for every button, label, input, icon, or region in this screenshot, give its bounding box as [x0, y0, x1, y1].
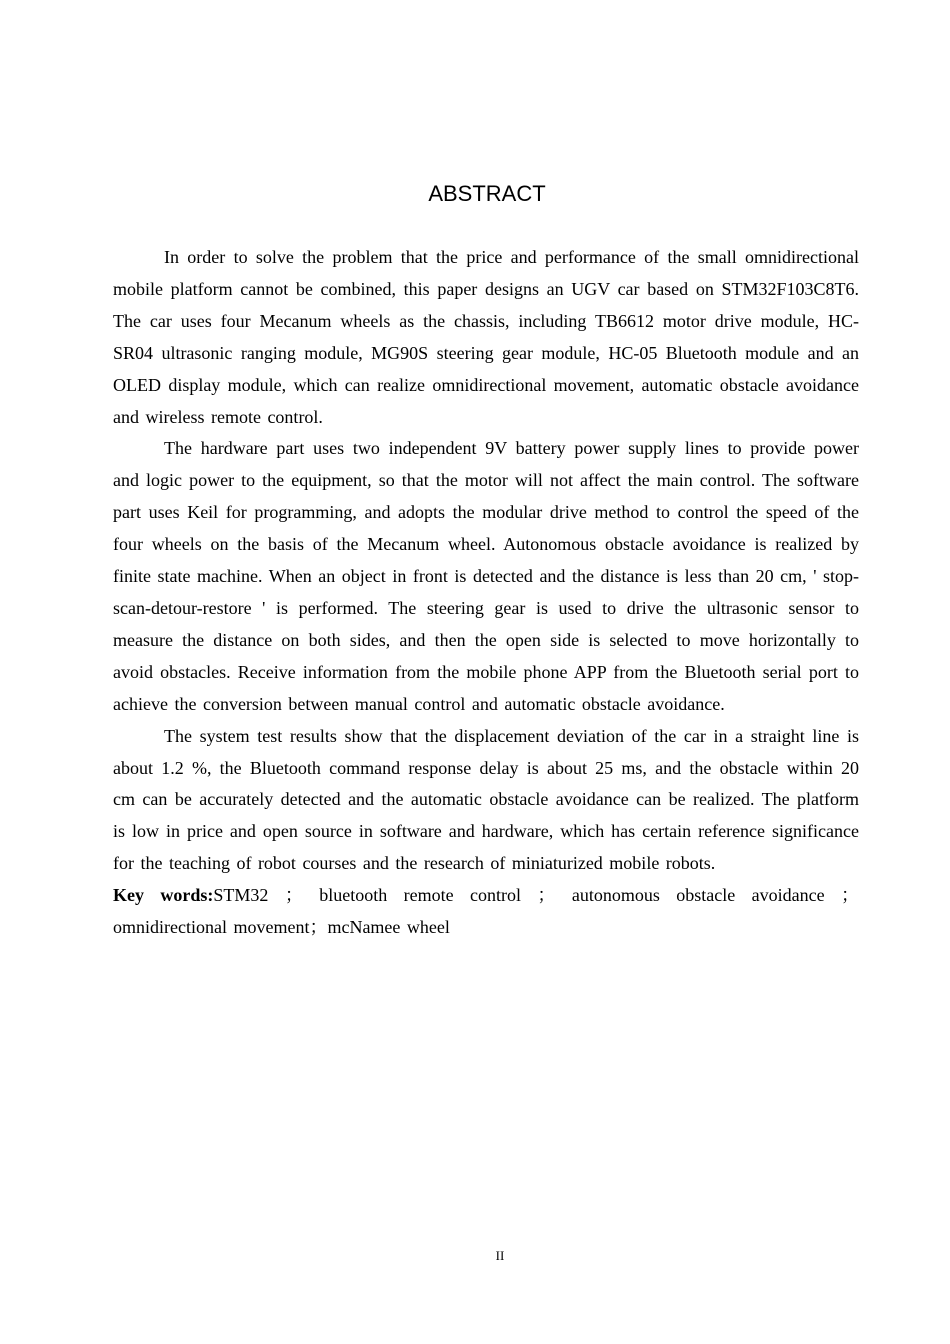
abstract-paragraph-1: In order to solve the problem that the price and performance of the small omnidirectional mobile platform cannot be combined, this paper designs an UGV car based on STM32F103C8T6. The car uses four Mecanum wheels as the chassis, including TB6612 motor drive module, HC-SR04 ultrasonic ranging module, MG90S steering gear module, HC-05 Bluetooth module and an OLED display module, which can realize omnidirectional movement, automatic obstacle avoidance and wireless remote control.	[113, 247, 859, 427]
keywords-line	[113, 880, 859, 944]
abstract-body	[113, 242, 859, 944]
keywords-label: Key words:	[113, 885, 214, 906]
page-number: II	[495, 1248, 505, 1263]
keywords-text: STM32 ； bluetooth remote control ； autonomous obstacle avoidance ； omnidirectional movement；mcNamee wheel	[113, 885, 859, 938]
abstract-paragraph-3: The system test results show that the displacement deviation of the car in a straight line is about 1.2 %, the Bluetooth command response delay is about 25 ms, and the obstacle within 20 cm can be accurately detected and the automatic obstacle avoidance can be realized. The platform is low in price and open source in software and hardware, which has certain reference significance for the teaching of robot courses and the research of miniaturized mobile robots.	[113, 725, 859, 874]
abstract-title: ABSTRACT	[428, 181, 546, 206]
abstract-paragraph-2: The hardware part uses two independent 9V battery power supply lines to provide power and logic power to the equipment, so that the motor will not affect the main control. The software part uses Keil for programming, and adopts the modular drive method to control the speed of the four wheels on the basis of the Mecanum wheel. Autonomous obstacle avoidance is realized by finite state machine. When an object in front is detected and the distance is less than 20 cm, ' stop-scan-detour-restore ' is performed. The steering gear is used to drive the ultrasonic sensor to measure the distance on both sides, and then the open side is selected to move horizontally to avoid obstacles. Receive information from the mobile phone APP from the Bluetooth serial port to achieve the conversion between manual control and automatic obstacle avoidance.	[113, 438, 859, 714]
